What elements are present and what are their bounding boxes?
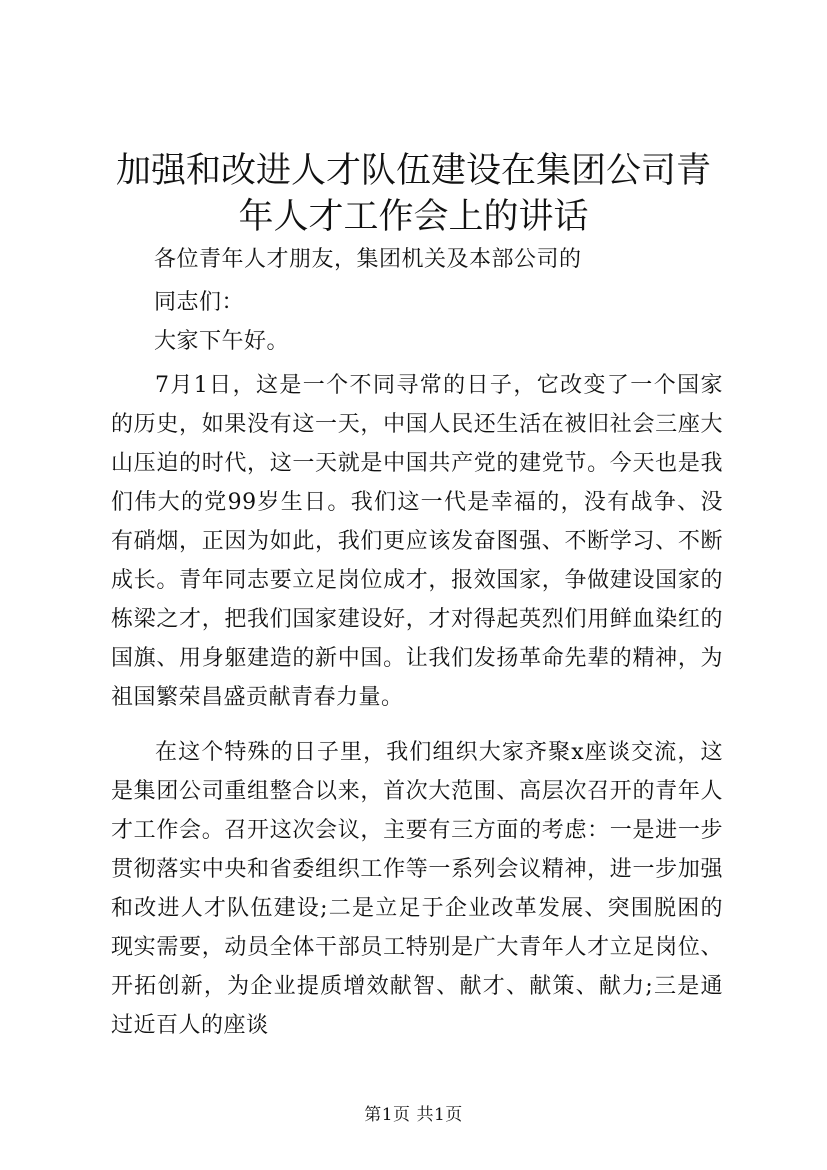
salutation-line: 各位青年人才朋友，集团机关及本部公司的 [154, 247, 582, 272]
paragraph-meeting-purpose: 在这个特殊的日子里，我们组织大家齐聚x座谈交流，这是集团公司重组整合以来，首次大范围、高层次召开的青年人才工作会。召开这次会议，主要有三方面的考虑：一是进一步贯彻落实中央和省委组织工作等一系列会议精神，进一步加强和改进人才队伍建设;二是立足于企业改革发展、突围脱困的现实需要，动员全体干部员工特别是广大青年人才立足岗位、开拓创新，为企业提质增效献智、献才、献策、献力;三是通过近百人的座谈 [111, 740, 723, 1038]
page-number-footer: 第1页 共1页 [364, 1105, 463, 1125]
comrades-line: 同志们： [154, 290, 245, 315]
paragraph-july-first: 7月1日，这是一个不同寻常的日子，它改变了一个国家的历史，如果没有这一天，中国人民还生活在被旧社会三座大山压迫的时代，这一天就是中国共产党的建党节。今天也是我们伟大的党99岁生日。我们这一代是幸福的，没有战争、没有硝烟，正因为如此，我们更应该发奋图强、不断学习、不断成长。青年同志要立足岗位成才，报效国家，争做建设国家的栋梁之才，把我们国家建设好，才对得起英烈们用鲜血染红的国旗、用身躯建造的新中国。让我们发扬革命先辈的精神，为祖国繁荣昌盛贡献青春力量。 [111, 373, 723, 710]
document-title: 加强和改进人才队伍建设在集团公司青年人才工作会上的讲话 [115, 151, 711, 237]
greeting-line: 大家下午好。 [154, 329, 290, 354]
